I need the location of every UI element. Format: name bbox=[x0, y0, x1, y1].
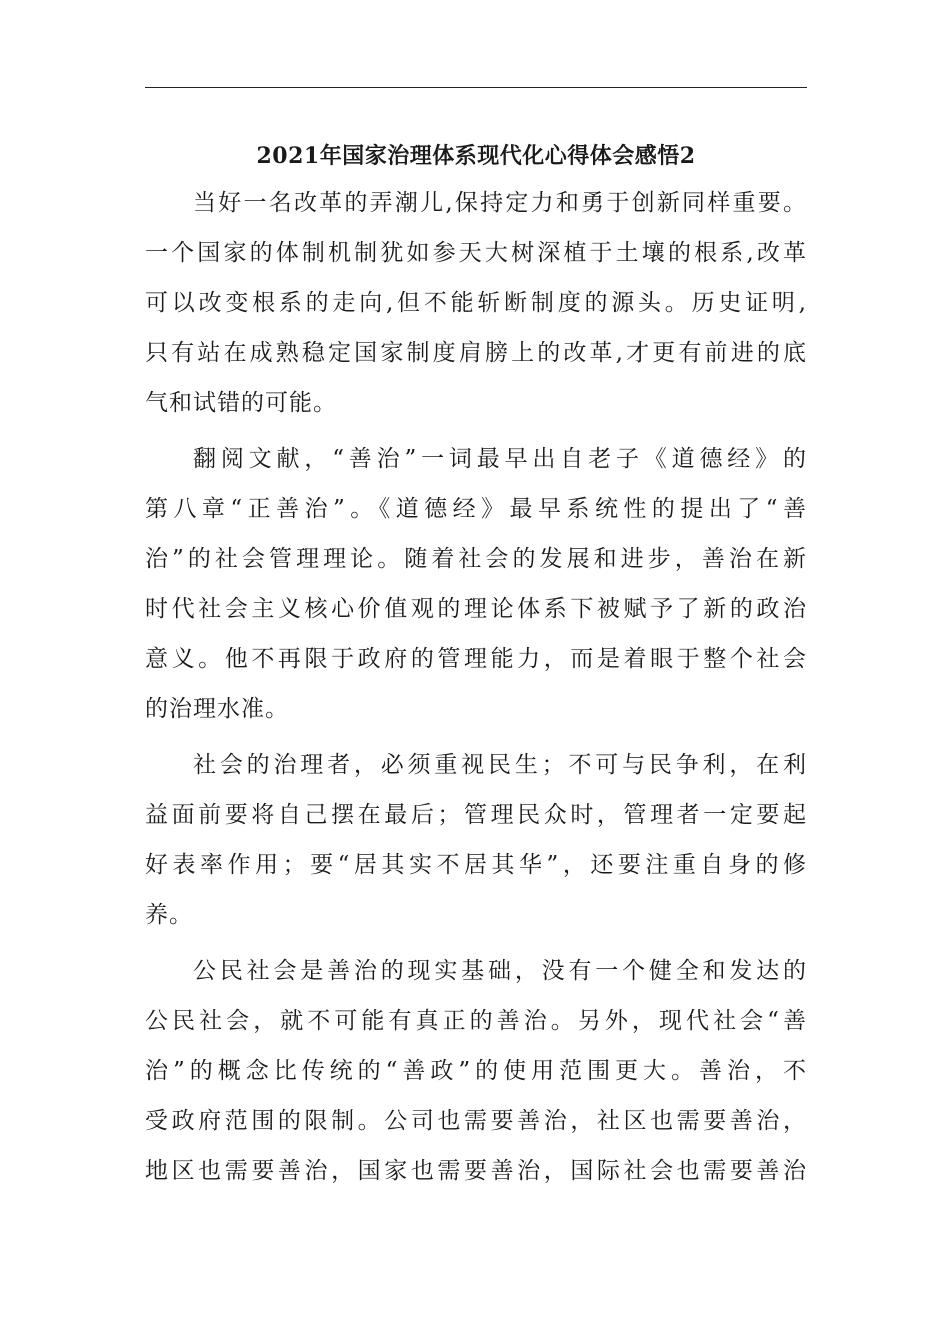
header-rule bbox=[145, 87, 807, 88]
paragraph-line: 公民社会，就不可能有真正的善治。另外，现代社会“善 bbox=[145, 1008, 807, 1034]
paragraph-line: 养。 bbox=[145, 902, 193, 928]
paragraph-3 bbox=[145, 740, 807, 940]
paragraph-line: 翻阅文献，“善治”一词最早出自老子《道德经》的 bbox=[193, 446, 807, 472]
paragraph-line: 益面前要将自己摆在最后；管理民众时，管理者一定要起 bbox=[145, 802, 807, 828]
paragraph-line: 气和试错的可能。 bbox=[145, 390, 337, 416]
paragraph-line: 的治理水准。 bbox=[145, 696, 289, 722]
paragraph-line: 受政府范围的限制。公司也需要善治，社区也需要善治， bbox=[145, 1108, 807, 1134]
paragraph-line: 一个国家的体制机制犹如参天大树深植于土壤的根系,改革 bbox=[145, 240, 807, 266]
paragraph-line: 治”的概念比传统的“善政”的使用范围更大。善治，不 bbox=[145, 1058, 807, 1084]
paragraph-line: 当好一名改革的弄潮儿,保持定力和勇于创新同样重要。 bbox=[193, 190, 807, 216]
paragraph-line: 时代社会主义核心价值观的理论体系下被赋予了新的政治 bbox=[145, 596, 807, 622]
paragraph-line: 治”的社会管理理论。随着社会的发展和进步，善治在新 bbox=[145, 546, 807, 572]
paragraph-line: 社会的治理者，必须重视民生；不可与民争利，在利 bbox=[193, 752, 807, 778]
document-title: 2021年国家治理体系现代化心得体会感悟2 bbox=[256, 143, 696, 169]
paragraph-line: 公民社会是善治的现实基础，没有一个健全和发达的 bbox=[193, 958, 807, 984]
paragraph-line: 只有站在成熟稳定国家制度肩膀上的改革,才更有前进的底 bbox=[145, 340, 807, 366]
paragraph-2 bbox=[145, 434, 807, 734]
document-body bbox=[145, 178, 807, 1202]
paragraph-line: 意义。他不再限于政府的管理能力，而是着眼于整个社会 bbox=[145, 646, 807, 672]
paragraph-line: 第八章“正善治”。《道德经》最早系统性的提出了“善 bbox=[145, 496, 807, 522]
paragraph-4 bbox=[145, 946, 807, 1196]
paragraph-line: 好表率作用；要“居其实不居其华”，还要注重自身的修 bbox=[145, 852, 807, 878]
paragraph-1 bbox=[145, 178, 807, 428]
paragraph-line: 地区也需要善治，国家也需要善治，国际社会也需要善治 bbox=[145, 1158, 807, 1184]
paragraph-line: 可以改变根系的走向,但不能斩断制度的源头。历史证明, bbox=[145, 290, 807, 316]
